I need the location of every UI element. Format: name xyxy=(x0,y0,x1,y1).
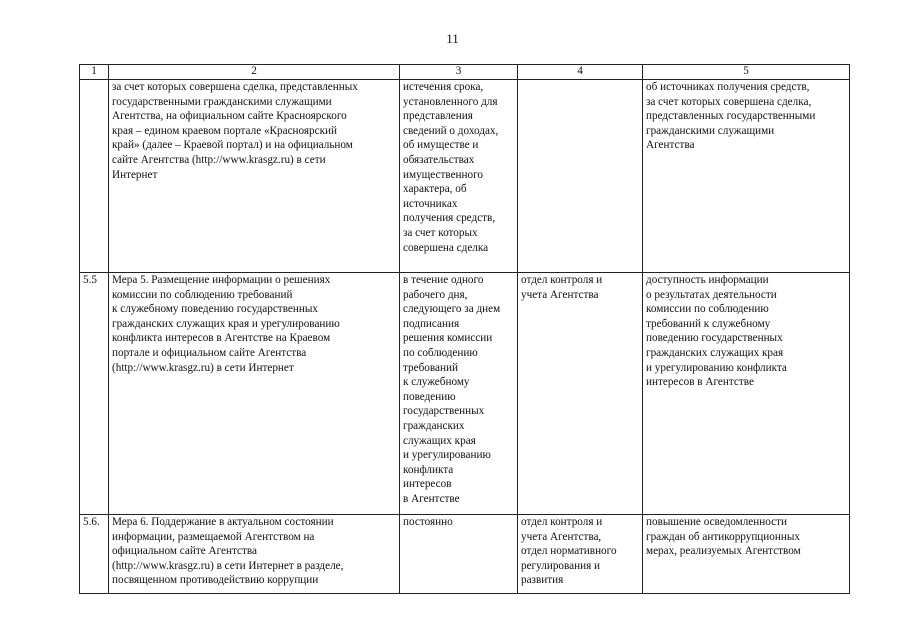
header-col-4: 4 xyxy=(518,65,643,80)
header-col-1: 1 xyxy=(80,65,109,80)
result-cell: об источниках получения средств, за счет которых совершена сделка, представленных государственными гражданскими служащими Агентства xyxy=(643,80,850,273)
responsible-cell: отдел контроля и учета Агентства, отдел нормативного регулирования и развития xyxy=(518,515,643,594)
deadline-cell: в течение одного рабочего дня, следующего за днем подписания решения комиссии по соблюдению требований к служебному поведению государственных гражданских служащих края и урегулированию конфликта интересов в Агентстве xyxy=(400,273,518,515)
result-cell: повышение осведомленности граждан об антикоррупционных мерах, реализуемых Агентством xyxy=(643,515,850,594)
table-header-row xyxy=(80,65,850,80)
header-col-2: 2 xyxy=(109,65,400,80)
row-number xyxy=(80,80,109,273)
measure-cell: Мера 5. Размещение информации о решениях комиссии по соблюдению требований к служебному поведению государственных гражданских служащих края и урегулированию конфликта интересов в Агентстве на Краевом портале и официальном сайте Агентства (http://www.krasgz.ru) в сети Интернет xyxy=(109,273,400,515)
measure-cell: за счет которых совершена сделка, представленных государственными гражданскими служащими Агентства, на официальном сайте Красноярского края – едином краевом портале «Красноярский край» (далее – Краевой портал) и на официальном сайте Агентства (http://www.krasgz.ru) в сети Интернет xyxy=(109,80,400,273)
responsible-cell xyxy=(518,80,643,273)
responsible-cell: отдел контроля и учета Агентства xyxy=(518,273,643,515)
measures-table xyxy=(79,64,850,594)
deadline-cell: постоянно xyxy=(400,515,518,594)
result-cell: доступность информации о результатах деятельности комиссии по соблюдению требований к служебному поведению государственных гражданских служащих края и урегулированию конфликта интересов в Агентстве xyxy=(643,273,850,515)
row-number: 5.6. xyxy=(80,515,109,594)
page-number: 11 xyxy=(446,31,459,46)
table-row xyxy=(80,80,850,273)
table-row xyxy=(80,273,850,515)
deadline-cell: истечения срока, установленного для представления сведений о доходах, об имуществе и обязательствах имущественного характера, об источниках получения средств, за счет которых совершена сделка xyxy=(400,80,518,273)
header-col-5: 5 xyxy=(643,65,850,80)
header-col-3: 3 xyxy=(400,65,518,80)
row-number: 5.5 xyxy=(80,273,109,515)
measure-cell: Мера 6. Поддержание в актуальном состоянии информации, размещаемой Агентством на официальном сайте Агентства (http://www.krasgz.ru) в сети Интернет в разделе, посвященном противодействию коррупции xyxy=(109,515,400,594)
table-row xyxy=(80,515,850,594)
